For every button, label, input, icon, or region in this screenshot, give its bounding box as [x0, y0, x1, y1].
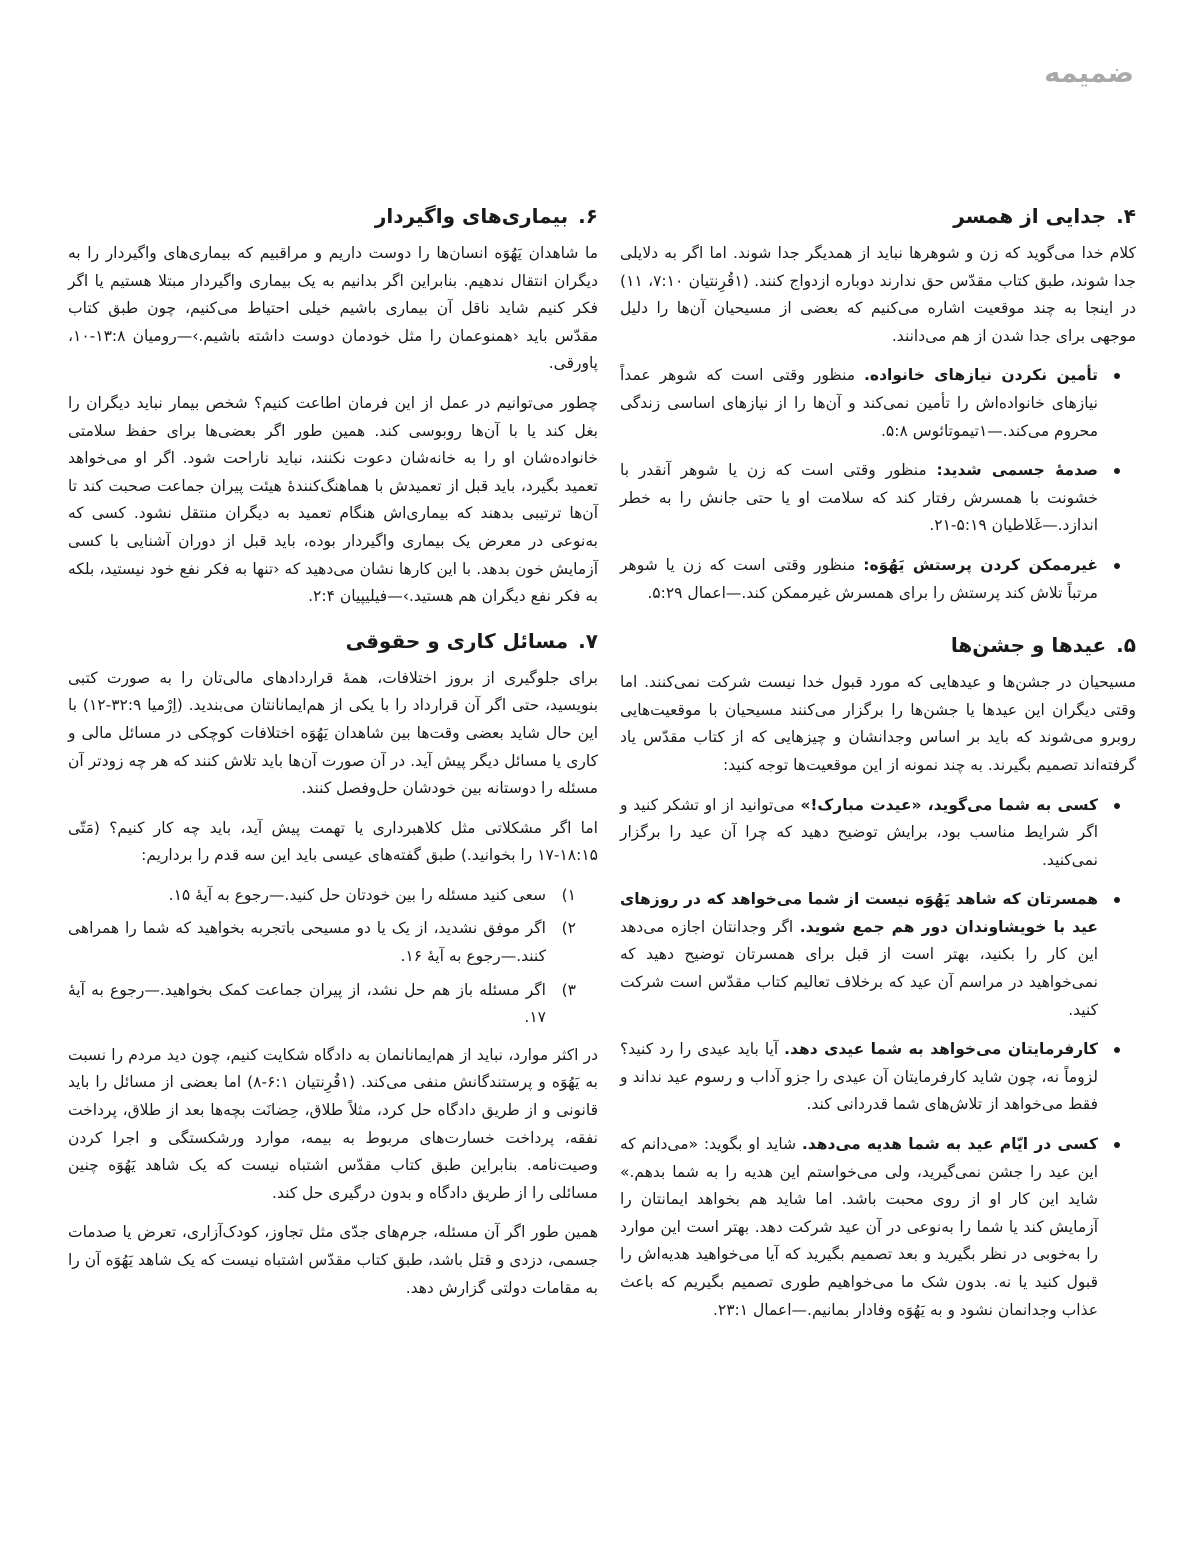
- bullet-icon: [1114, 1142, 1120, 1148]
- bullet-icon: [1114, 1047, 1120, 1053]
- bullet-list: [620, 792, 1136, 1325]
- right-column: [620, 200, 1136, 1336]
- paragraph: کلام خدا می‌گوید که زن و شوهرها نباید از همدیگر جدا شوند. اما اگر به دلایلی جدا شوند، طبق کتاب مقدّس حق ندارند دوباره ازدواج کنند. (۱قُرِنتیان ۷:۱۰، ۱۱) در اینجا به چند موقعیت اشاره می‌کنیم که بعضی از مسیحیان آن‌ها را دلیل موجهی برای جدا شدن از هم می‌دانند.: [620, 244, 1136, 345]
- bullet-icon: [1114, 803, 1120, 809]
- step-number: ۲): [561, 919, 576, 938]
- left-column: [68, 200, 598, 1314]
- paragraph: ما شاهدان یَهُوَه انسان‌ها را دوست داریم و مراقبیم که بیماری‌های واگیردار را به دیگران انتقال ندهیم. بنابراین اگر بدانیم به یک بیماری واگیردار مبتلا هستیم یا اگر فکر کنیم شاید ناقل آن بیماری باشیم خیلی احتیاط می‌کنیم، چون طبق کتاب مقدّس باید ‹همنوعمان را مثل خودمان دوست داشته باشیم.›—رومیان ۱۳:۸-۱۰، پاورقی.: [68, 244, 598, 373]
- bullet-list: [620, 362, 1136, 607]
- section-title: بیماری‌های واگیردار: [374, 204, 569, 228]
- paragraph: در اکثر موارد، نباید از هم‌ایمانانمان به دادگاه شکایت کنیم، چون دید مردم را نسبت به یَهُوَه و پرستندگانش منفی می‌کند. (۱قُرِنتیان ۶:۱-۸) اما بعضی از مسائل را باید قانونی و از طریق دادگاه حل کرد، مثلاً طلاق، حِضانَت بچه‌ها بعد از طلاق، پرداخت نفقه، پرداخت خسارت‌های مربوط به بیمه، موارد ورشکستگی و اجرا کردن وصیت‌نامه. بنابراین طبق کتاب مقدّس اشتباه نیست که یک شاهد یَهُوَه چنین مسائلی را از طریق دادگاه و بدون درگیری حل کند.: [68, 1045, 598, 1202]
- paragraph: مسیحیان در جشن‌ها و عیدهایی که مورد قبول خدا نیست شرکت نمی‌کنند. اما وقتی دیگران این عیدها یا جشن‌ها را برگزار می‌کنند مسیحیان با موقعیت‌هایی روبرو می‌شوند که باید بر اساس وجدانشان و چیزهایی که از کتاب مقدّس یاد گرفته‌اند تصمیم بگیرند. به چند نمونه از این موقعیت‌ها توجه کنید:: [620, 673, 1136, 774]
- paragraph: چطور می‌توانیم در عمل از این فرمان اطاعت کنیم؟ شخص بیمار نباید دیگران را بغل کند یا با آن‌ها روبوسی کند. همین طور اگر بعضی‌ها برای حفظ سلامتی خانواده‌شان او را به خانه‌شان دعوت نکنند، نباید ناراحت شود. اگر او می‌خواهد تعمید بگیرد، باید قبل از تعمیدش با هماهنگ‌کنندهٔ هیئت پیران جماعت صحبت کند تا آن‌ها ترتیبی بدهند که بیماری‌اش هنگام تعمید به دیگران منتقل نشود. کسی که به‌نوعی در معرض یک بیماری واگیردار بوده، باید قبل از دوران آشنایی با کسی آزمایش خون بدهد. با این کارها نشان می‌دهید که ‹تنها به فکر نفع خود نیستید، بلکه به فکر نفع دیگران هم هستید.›—فیلیپیان ۲:۴.: [68, 393, 598, 606]
- item-label: همسرتان که شاهد یَهُوَه نیست از شما می‌خواهد که در روزهای عید با خویشاوندان دور هم جمع شوید.: [620, 890, 1099, 936]
- paragraph: اما اگر مشکلاتی مثل کلاهبرداری یا تهمت پیش آید، باید چه کار کنیم؟ (مَتّی ۱۸:۱۵-۱۷ را بخوانید.) طبق گفته‌های عیسی باید این سه قدم را برداریم:: [68, 818, 598, 865]
- list-item: [620, 1131, 1098, 1324]
- bullet-icon: [1114, 373, 1120, 379]
- step-item: [68, 977, 576, 1032]
- item-label: تأمین نکردن نیازهای خانواده.: [864, 366, 1098, 385]
- section-legal: [68, 625, 598, 1302]
- steps-list: [68, 882, 598, 1032]
- section-number: ۴.: [1116, 204, 1136, 228]
- running-head: ضمیمه: [1044, 58, 1134, 89]
- step-item: [68, 882, 576, 910]
- bullet-icon: [1114, 563, 1120, 569]
- list-item: [620, 457, 1098, 540]
- item-label: کسی در ایّام عید به شما هدیه می‌دهد.: [801, 1135, 1099, 1154]
- item-label: کارفرمایتان می‌خواهد به شما عیدی دهد.: [784, 1040, 1098, 1059]
- list-item: [620, 1036, 1098, 1119]
- item-text: آیا باید عیدی را رد کنید؟ لزوماً نه، چون شاید کارفرمایتان آن عیدی را جزو آداب و رسوم عید نداند و فقط می‌خواهد از تلاش‌های شما قدردانی کند.: [620, 1040, 1098, 1114]
- bullet-icon: [1114, 468, 1120, 474]
- item-text: منظور وقتی است که زن یا شوهر آنقدر با خشونت با همسرش رفتار کند که سلامت او یا حتی جانش را به خطر اندازد.—غَلاطیان ۵:۱۹-۲۱.: [620, 461, 1098, 535]
- section-title: مسائل کاری و حقوقی: [345, 628, 569, 653]
- item-label: غیرممکن کردن پرستش یَهُوَه:: [863, 555, 1098, 574]
- list-item: [620, 792, 1098, 875]
- item-text: منظور وقتی است که شوهر عمداً نیازهای خانواده‌اش را تأمین نمی‌کند و آن‌ها را از نیازهای اساسی زندگی محروم می‌کند.—۱تیموتائوس ۵:۸.: [620, 366, 1098, 440]
- item-text: اگر وجدانتان اجازه می‌دهد این کار را بکنید، بهتر است از قبل برای همسرتان توضیح دهید که نمی‌خواهید در مراسم آن عید که برخلاف تعالیم کتاب مقدّس است شرکت کنید.: [620, 917, 1098, 1019]
- list-item: [620, 552, 1098, 607]
- section-diseases: [68, 200, 598, 611]
- item-text: شاید او بگوید: «می‌دانم که این عید را جشن نمی‌گیرید، ولی می‌خواستم این هدیه را به شما بدهم.» شاید این کار او از روی محبت باشد. اما شاید هم بخواهد ایمانتان را آزمایش کند یا شما را به‌نوعی در آن عید شرکت دهد. بهتر است این موارد را به‌خوبی در نظر بگیرید و بعد تصمیم بگیرید که آیا می‌خواهید هدیه‌اش را قبول کنید یا نه. بدون شک ما می‌خواهیم طوری تصمیم بگیریم که باعث عذاب وجدانمان نشود و به یَهُوَه وفادار بمانیم.—اعمال ۲۳:۱.: [620, 1135, 1098, 1319]
- section-holidays: [620, 629, 1136, 1324]
- section-heading: [68, 200, 598, 232]
- list-item: [620, 886, 1098, 1024]
- bullet-icon: [1114, 897, 1120, 903]
- section-separation: [620, 200, 1136, 607]
- item-text: منظور وقتی است که زن یا شوهر مرتباً تلاش کند پرستش را برای همسرش غیرممکن کند.—اعمال ۵:۲۹.: [620, 555, 1098, 602]
- step-number: ۳): [561, 980, 576, 999]
- section-title: عیدها و جشن‌ها: [950, 633, 1107, 658]
- section-title: جدایی از همسر: [953, 204, 1107, 228]
- section-number: ۶.: [578, 204, 598, 228]
- item-label: کسی به شما می‌گوید، «عیدت مبارک!»: [800, 795, 1098, 814]
- section-number: ۷.: [578, 628, 598, 653]
- list-item: [620, 362, 1098, 445]
- paragraph: همین طور اگر آن مسئله، جرم‌های جدّی مثل تجاوز، کودک‌آزاری، تعرض یا صدمات جسمی، دزدی و قتل باشد، طبق کتاب مقدّس اشتباه نیست که یک شاهد یَهُوَه آن را به مقامات دولتی گزارش دهد.: [68, 1223, 598, 1297]
- item-label: صدمهٔ جسمی شدید:: [936, 461, 1099, 480]
- step-text: اگر مسئله باز هم حل نشد، از پیران جماعت کمک بخواهید.—رجوع به آیهٔ ۱۷.: [68, 980, 546, 1027]
- section-number: ۵.: [1116, 633, 1136, 658]
- step-text: اگر موفق نشدید، از یک یا دو مسیحی باتجربه بخواهید که شما را همراهی کنند.—رجوع به آیهٔ ۱۶.: [68, 919, 546, 966]
- step-number: ۱): [561, 885, 576, 904]
- item-text: می‌توانید از او تشکر کنید و اگر شرایط مناسب بود، برایش توضیح دهید که چرا آن عید را برگزار نمی‌کنید.: [620, 795, 1098, 869]
- section-heading: [620, 200, 1136, 232]
- section-heading: [620, 629, 1136, 661]
- step-text: سعی کنید مسئله را بین خودتان حل کنید.—رجوع به آیهٔ ۱۵.: [168, 885, 546, 904]
- paragraph: برای جلوگیری از بروز اختلافات، همهٔ قراردادهای مالی‌تان را به صورت کتبی بنویسید، حتی اگر آن قرارداد را با یکی از هم‌ایمانانتان می‌بندید. (اِرْمیا ۳۲:۹-۱۲) با این حال شاید بعضی وقت‌ها بین شاهدان یَهُوَه اختلافات کوچکی در مسائل مالی و کاری یا مسائل دیگر پیش آید. در آن صورت آن‌ها باید تلاش کنند که هر چه زودتر آن مسئله را دوستانه بین خودشان حل‌وفصل کنند.: [68, 668, 599, 798]
- step-item: [68, 915, 576, 970]
- section-heading: [68, 625, 598, 657]
